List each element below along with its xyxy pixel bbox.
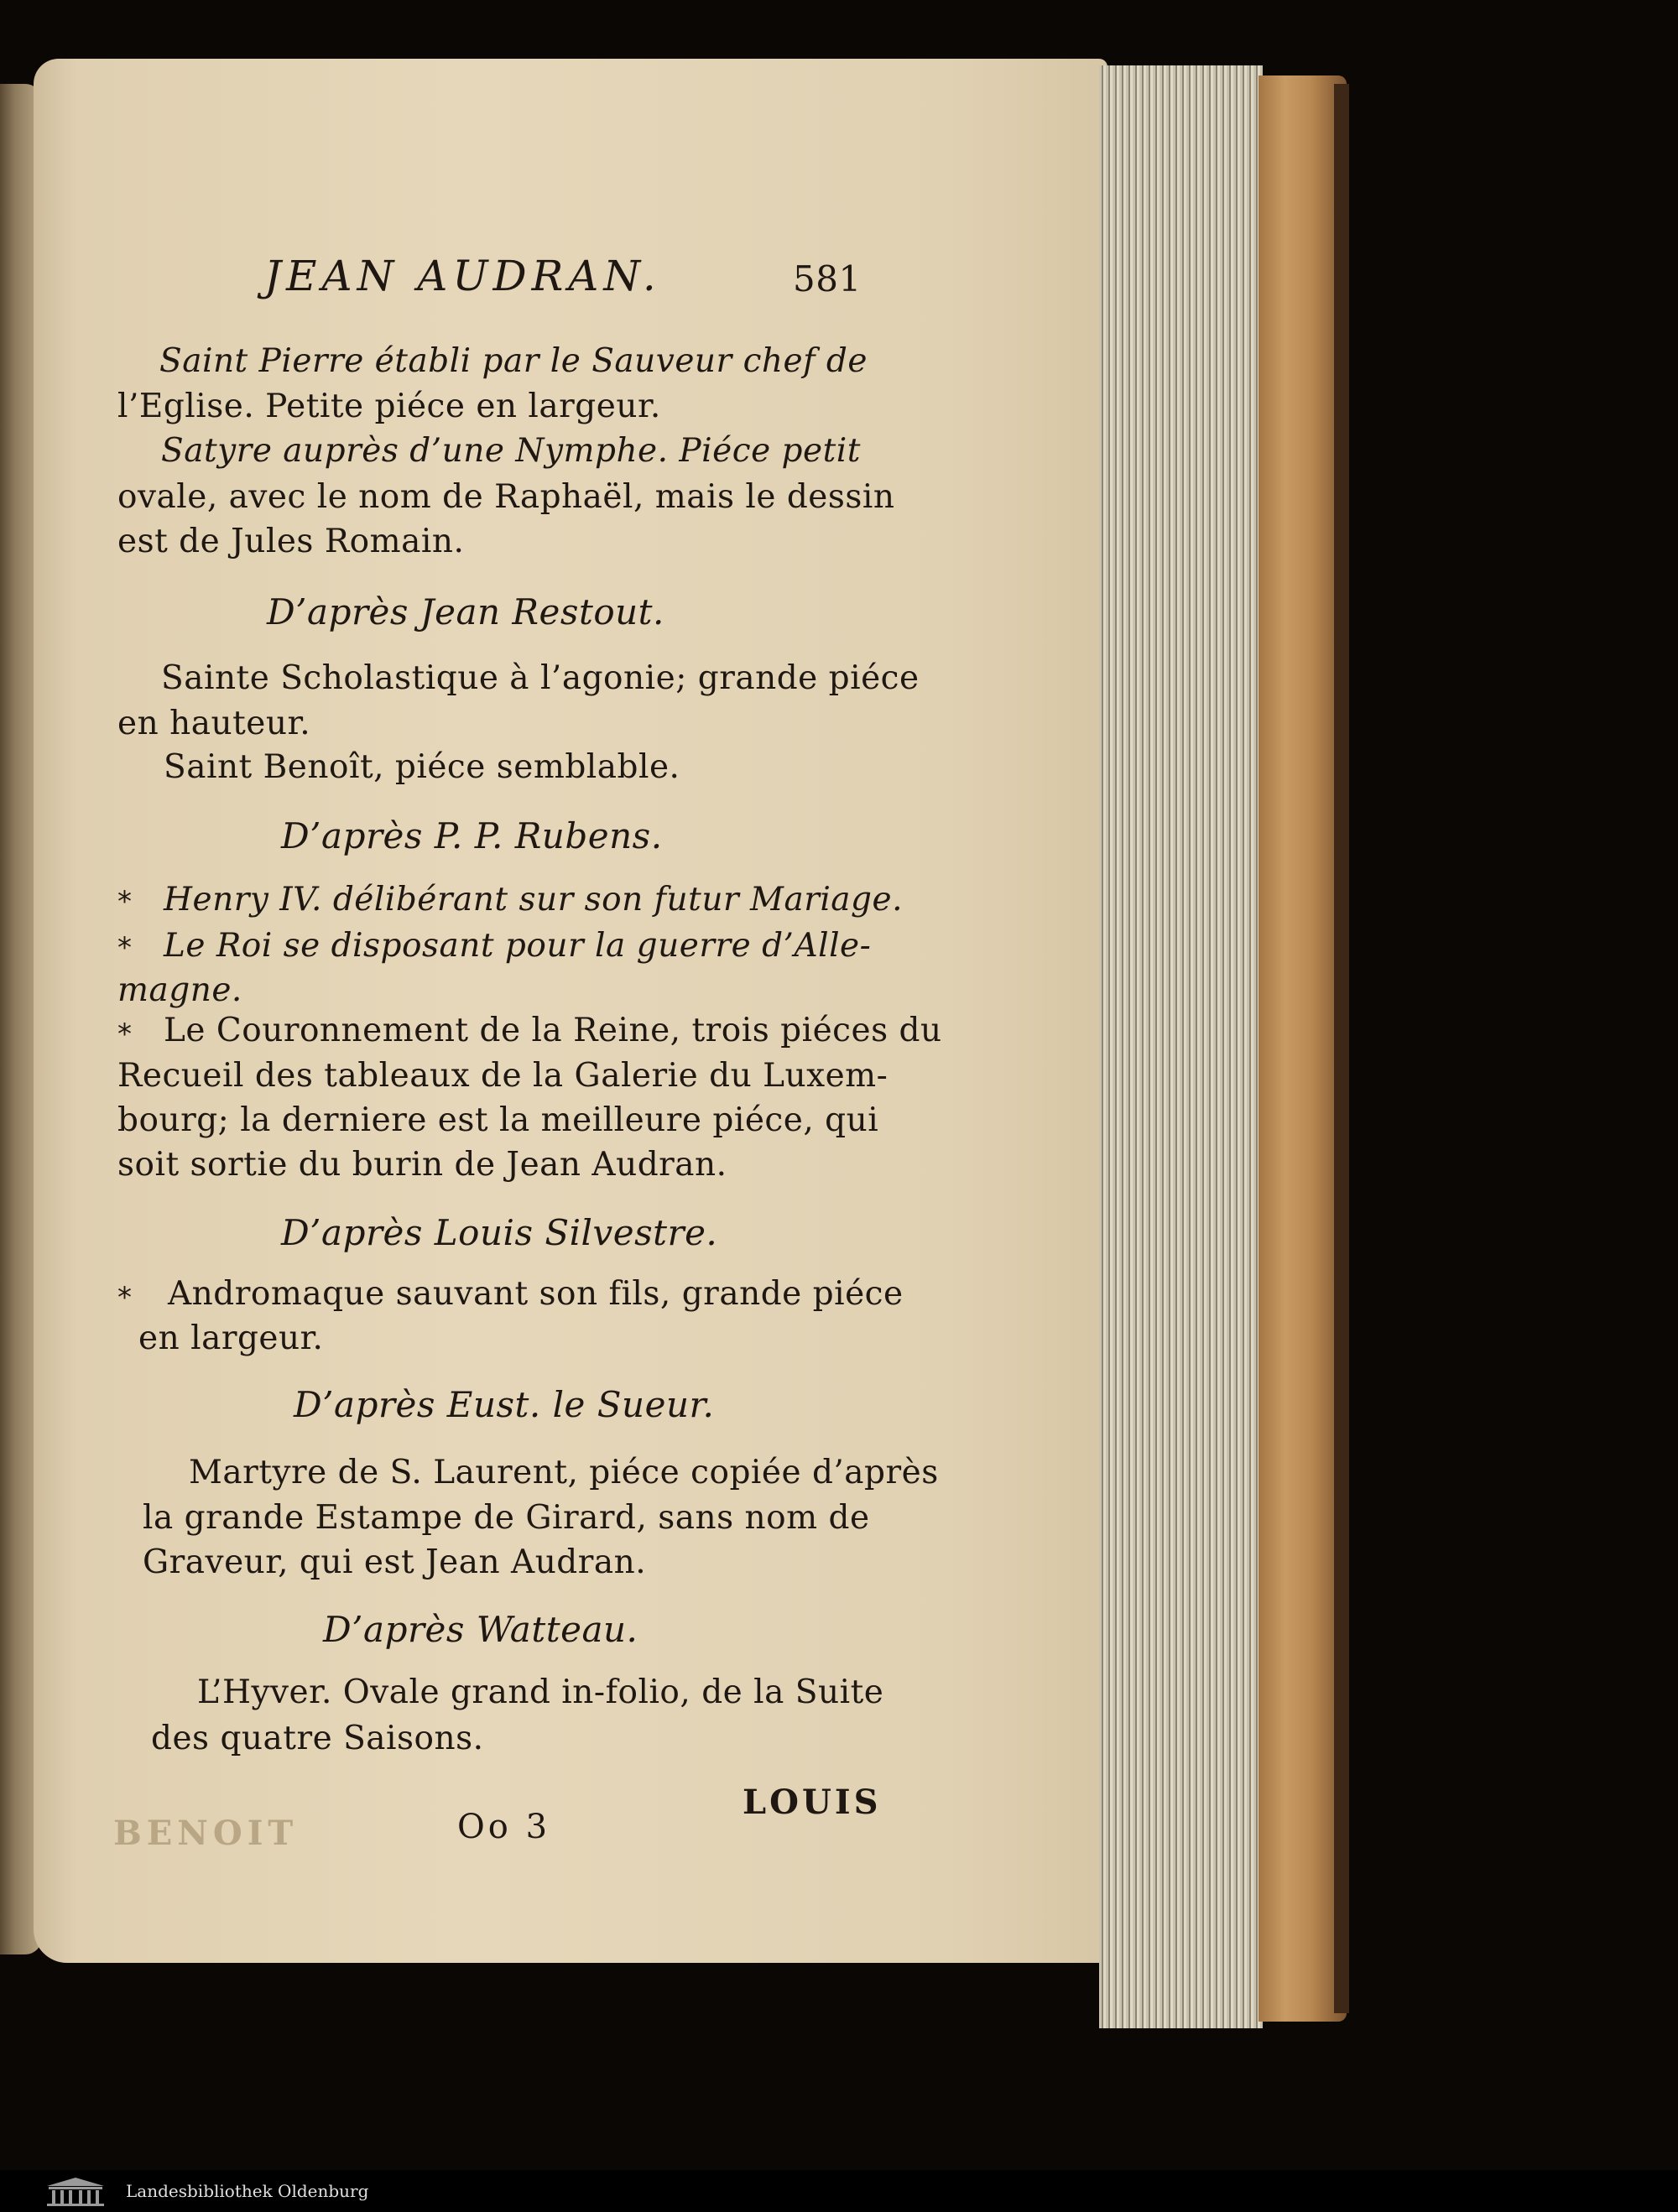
section-heading: D’après P. P. Rubens. xyxy=(281,815,663,856)
section-heading: D’après Jean Restout. xyxy=(267,591,664,632)
catchword: LOUIS xyxy=(743,1783,882,1822)
text-line: la grande Estampe de Girard, sans nom de xyxy=(143,1499,870,1537)
text-line: Le Roi se disposant pour la guerre d’Alle- xyxy=(164,927,872,965)
text-line: ovale, avec le nom de Raphaël, mais le dessin xyxy=(117,478,895,516)
text-line: Satyre auprès d’une Nymphe. Piéce petit xyxy=(161,432,861,470)
signature-mark: Oo 3 xyxy=(457,1808,551,1846)
text-line: Andromaque sauvant son fils, grande piéce xyxy=(168,1275,904,1313)
text-line: Sainte Scholastique à l’agonie; grande piéce xyxy=(161,659,920,697)
text-line: Graveur, qui est Jean Audran. xyxy=(143,1543,647,1581)
page-stack xyxy=(1099,65,1263,2028)
text-line: l’Eglise. Petite piéce en largeur. xyxy=(117,388,661,425)
text-line: soit sortie du burin de Jean Audran. xyxy=(117,1146,727,1184)
text-line: Martyre de S. Laurent, piéce copiée d’après xyxy=(189,1454,939,1491)
text-line: bourg; la derniere est la meilleure piéce, qui xyxy=(117,1101,879,1139)
section-heading: D’après Eust. le Sueur. xyxy=(294,1384,715,1425)
text-line: des quatre Saisons. xyxy=(151,1720,484,1757)
section-heading: D’après Louis Silvestre. xyxy=(281,1212,718,1253)
text-line: Henry IV. délibérant sur son futur Mariage. xyxy=(164,881,904,919)
library-building-icon xyxy=(42,2174,109,2208)
text-line: en hauteur. xyxy=(117,705,311,742)
asterisk-marker: * xyxy=(117,931,132,965)
asterisk-marker: * xyxy=(117,1281,132,1314)
section-heading: D’après Watteau. xyxy=(323,1609,638,1650)
text-line: Saint Pierre établi par le Sauveur chef de xyxy=(159,342,868,380)
text-line: est de Jules Romain. xyxy=(117,523,465,560)
cover-edge xyxy=(1334,84,1349,2013)
asterisk-marker: * xyxy=(117,885,132,919)
asterisk-marker: * xyxy=(117,1018,132,1051)
text-line: Recueil des tableaux de la Galerie du Luxem- xyxy=(117,1057,889,1095)
text-line: en largeur. xyxy=(138,1319,324,1357)
library-name: Landesbibliothek Oldenburg xyxy=(126,2181,369,2201)
text-line: L’Hyver. Ovale grand in-folio, de la Suite xyxy=(197,1673,884,1711)
text-line: magne. xyxy=(117,971,242,1009)
text-line: Le Couronnement de la Reine, trois piéces du xyxy=(164,1012,942,1049)
page-number: 581 xyxy=(793,258,862,299)
show-through-text: BENOIT xyxy=(113,1814,299,1853)
running-head: JEAN AUDRAN. xyxy=(264,252,661,300)
text-line: Saint Benoît, piéce semblable. xyxy=(164,748,680,786)
